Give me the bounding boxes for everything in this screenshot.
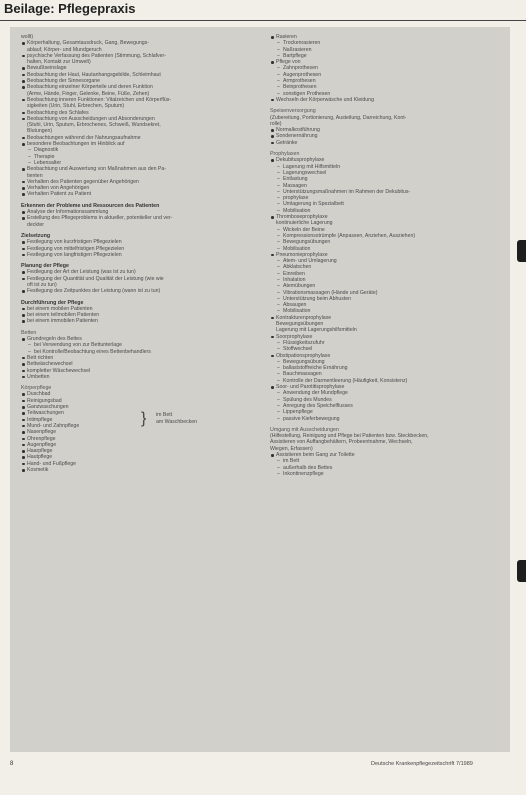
dash-item: – Bauchmassagen [270,371,502,377]
dash-item: – Zahnprothesen [270,65,502,71]
bullet-item: Normalkostführung [270,127,502,133]
bullet-item: Intimpflege [21,417,255,423]
dash-item: – bei Kontrolle/Beobachtung eines Bettenbehandlers [21,349,255,355]
dash-item: – Naßrasieren [270,47,502,53]
bullet-item: besondere Beobachtungen im Hinblick auf [21,141,255,147]
bullet-item: Festlegung der Quantität und Qualität der Leistung (wie wie [21,276,255,282]
source-line: Deutsche Krankenpflegezeitschrift 7/1989 [371,761,473,767]
dash-item: – Kontrolle der Darmentleerung (Häufigkeit, Konsistenz) [270,378,502,384]
dash-item: – Trockenrasieren [270,40,502,46]
bullet-item: Kosmetik [21,467,255,473]
bullet-item: Teilwaschungen [21,410,255,416]
dash-item: – Flüssigkeitszufuhr [270,340,502,346]
koerperpflege-block [21,391,255,473]
bullet-item: Hand- und Fußpflege [21,461,255,467]
dash-item: – Entlastung [270,176,502,182]
dash-item: – Inkontinenzpflege [270,471,502,477]
bullet-item: Beobachtung der Haut, Hautanhangsgebilde, Schleimhaut [21,72,255,78]
bullet-item: Ganzwaschungen [21,404,255,410]
bullet-item: Thromboseprophylaxe [270,214,502,220]
section-heading: Planung der Pflege [21,263,69,270]
bullet-item: Getränke [270,140,502,146]
bullet-item: Beobachtung inneren Funktionen: Vitalzeichen und Körperflüs- [21,97,255,103]
subsection-heading: Körperpflege [21,385,52,392]
bullet-item: Festlegung des Zeitpunktes der Leistung (wann ist zu tun) [21,288,255,294]
bullet-item: Erstellung des Pflegeproblems in aktueller, potentieller und ver- [21,215,255,221]
dash-item: – Beinprothesen [270,84,502,90]
bullet-item: bei einem mobilen Patienten [21,306,255,312]
bullet-item: Beobachtung des Schlafes [21,110,255,116]
bullet-item: bei einem immobilen Patienten [21,318,255,324]
page-edge-mark [517,560,526,582]
bullet-item: Festlegung von langfristigen Pflegezielen [21,252,255,258]
dash-item: – Absaugen [270,302,502,308]
bullet-item: Obstipationsprophylaxe [270,353,502,359]
bullet-item: Verhalten des Patienten gegenüber Angehörigen [21,179,255,185]
bullet-item: Analyse der Informationssammlung [21,209,255,215]
bullet-item: Augenpflege [21,442,255,448]
bullet-item: Duschbad [21,391,255,397]
text-line: kontinuierliche Lagerung [276,220,333,227]
bullet-item: Assistieren beim Gang zur Toilette [270,452,502,458]
text-line: wollt) [21,34,34,40]
text-line: Bewegungsübungen [276,321,324,328]
dash-item: – Atemübungen [270,283,502,289]
dash-item: – Lagerungswechsel [270,170,502,176]
bullet-continuation: deckter [27,221,45,228]
bullet-item: Soorprophylaxe [270,334,502,340]
dash-item: – Abklatschen [270,264,502,270]
bullet-continuation: (Stuhl, Urin, Sputum, Erbrochenes, Schweiß, Wundsekret, [27,122,161,129]
bullet-item: Festlegung von mittelfristigen Pflegezielen [21,246,255,252]
dash-item: – Therapie [21,154,255,160]
dash-item: – Armprothesen [270,78,502,84]
bullet-item: Verhalten Patient zu Patient [21,191,255,197]
dash-item: – Anwendung der Mundpflege [270,390,502,396]
bullet-item: Pflege von [270,59,502,65]
bullet-item: Mund- und Zahnpflege [21,423,255,429]
dash-item: – Stoffwechsel [270,346,502,352]
bullet-item: Festlegung von kurzfristigen Pflegezielen [21,239,255,245]
text-line: Assistieren von Auffangbehältern, Probeentnahme, Wechseln, [270,439,413,446]
bullet-item: Rasieren [270,34,502,40]
brace-label: am Waschbecken [156,419,198,426]
dash-item: – sonstigen Prothesen [270,91,502,97]
bullet-item: Umbetten [21,374,255,380]
bullet-item: Bewußtseinslage [21,65,255,71]
dash-item: – Wickeln der Beine [270,227,502,233]
bullet-item: Sondenernährung [270,133,502,139]
subsection-heading: Speisenversorgung [270,108,316,115]
bullet-item: Beobachtung einzelner Körperteile und deren Funktion [21,84,255,90]
left-column [21,34,255,473]
bullet-item: Kontrakturenprophylaxe [270,315,502,321]
dash-item: – Lagerung mit Hilfsmitteln [270,164,502,170]
brace-symbol: } [141,410,147,428]
bullet-item: Grundregeln des Bettes [21,336,255,342]
bullet-item: kompletter Wäschewechsel [21,368,255,374]
dash-item: – Mobilisation [270,208,502,214]
dash-item: – Bewegungsübungen [270,239,502,245]
bullet-continuation: ablauf, Körper- und Mundgeruch [27,46,102,53]
bullet-item: Haarpflege [21,448,255,454]
bullet-item: Reinigungsbad [21,398,255,404]
bullet-continuation: tienten [27,172,43,179]
bullet-item: Ohrenpflege [21,436,255,442]
text-line: (Zubereitung, Portionierung, Austeilung, Darreichung, Kont- [270,114,407,121]
page-title: Beilage: Pflegepraxis [4,1,136,16]
bullet-item: Wechseln der Körperwäsche und Kleidung [270,97,502,103]
dash-item: – bei Verwendung von zur Bettunterlage [21,342,255,348]
dash-item: – ballaststoffreiche Ernährung [270,365,502,371]
dash-item: – Mobilisation [270,246,502,252]
dash-item: – Diagnostik [21,147,255,153]
bullet-continuation: Blutungen) [27,128,53,135]
section-heading: Durchführung der Pflege [21,299,84,306]
brace-label: im Bett [156,412,173,419]
dash-item: – Kompressionsstrümpfe (Anpassen, Anziehen, Ausziehen) [270,233,502,239]
bullet-item: Beobachtungen während der Nahrungsaufnahme [21,135,255,141]
bullet-continuation: (Arme, Hände, Finger, Gelenke, Beine, Füße, Zehen) [27,90,150,97]
dash-item: – Einreiben [270,271,502,277]
bullet-item: Hautpflege [21,454,255,460]
dash-item: – Anregung des Speichelflusses [270,403,502,409]
dash-item: – Lebensalter [21,160,255,166]
page-header [0,0,526,21]
brace-group [21,409,241,429]
text-line: rolle) [270,120,282,127]
dash-item: – Augenprothesen [270,72,502,78]
bullet-item: Soor- und Parotitisprophylaxe [270,384,502,390]
subsection-heading: Prophylaxen [270,151,300,158]
page-edge-mark [517,240,526,262]
bullet-item: Beobachtung von Ausscheidungen und Absonderungen [21,116,255,122]
bullet-continuation: sigkeiten (Urin, Stuhl, Erbrechen, Sputum) [27,103,125,110]
dash-item: – außerhalb des Bettes [270,465,502,471]
dash-item: – Unterstützungsmaßnahmen im Rahmen der Dekubitus- [270,189,502,195]
dash-item: – Bewegungsübung [270,359,502,365]
dash-item: – passive Kieferbewegung [270,416,502,422]
right-column [270,34,502,477]
bullet-item: Bettwäschewechsel [21,361,255,367]
bullet-item: bei einem teilmobilen Patienten [21,312,255,318]
bullet-item: Festlegung der Art der Leistung (was ist zu tun) [21,269,255,275]
dash-item: – Vibrationsmassagen (Hände und Geräte) [270,290,502,296]
dash-item: – Spülung des Mundes [270,397,502,403]
subsection-heading: Umgang mit Ausscheidungen [270,426,339,433]
dash-item: – Mobilisation [270,308,502,314]
subsection-heading: Betten [21,329,37,336]
bullet-continuation: halten, Kontakt zur Umwelt) [27,59,91,66]
dash-item: – im Bett [270,458,502,464]
bullet-item: Dekubitusprophylaxe [270,157,502,163]
bullet-item: Bett richten [21,355,255,361]
dash-item: – Massagen [270,183,502,189]
dash-item: – Bartpflege [270,53,502,59]
bullet-item: Pneumonieprophylaxe [270,252,502,258]
bullet-item: Beobachtung der Sinnesorgane [21,78,255,84]
bullet-continuation: oft ist zu tun) [27,281,57,288]
bullet-item: psychische Verfassung des Patienten (Stimmung, Schlafver- [21,53,255,59]
dash-item: – prophylaxe [270,195,502,201]
dash-item: – Atem- und Umlagerung [270,258,502,264]
section-heading: Zielsetzung [21,232,51,239]
section-heading: Erkennen der Probleme und Ressourcen des Patienten [21,202,160,209]
bullet-item: Körperhaltung, Gesamtausdruck, Gang, Bewegungs- [21,40,255,46]
dash-item: – Lippenpflege [270,409,502,415]
text-line: Lagerung mit Lagerungshilfsmitteln [276,327,357,334]
bullet-item: Beobachtung und Auswertung von Maßnahmen aus den Pa- [21,166,255,172]
page-number: 8 [10,761,14,767]
bullet-item: Nasenpflege [21,429,255,435]
dash-item: – Umlagerung in Spezialbett [270,201,502,207]
bullet-item: Verhalten von Angehörigen [21,185,255,191]
dash-item: – Unterstützung beim Abhusten [270,296,502,302]
text-line: (Hilfestellung, Reinigung und Pflege bei Patienten bzw. Steckbecken, [270,433,429,440]
text-line: Wiegen, Erfassen) [270,445,313,452]
dash-item: – Inhalation [270,277,502,283]
